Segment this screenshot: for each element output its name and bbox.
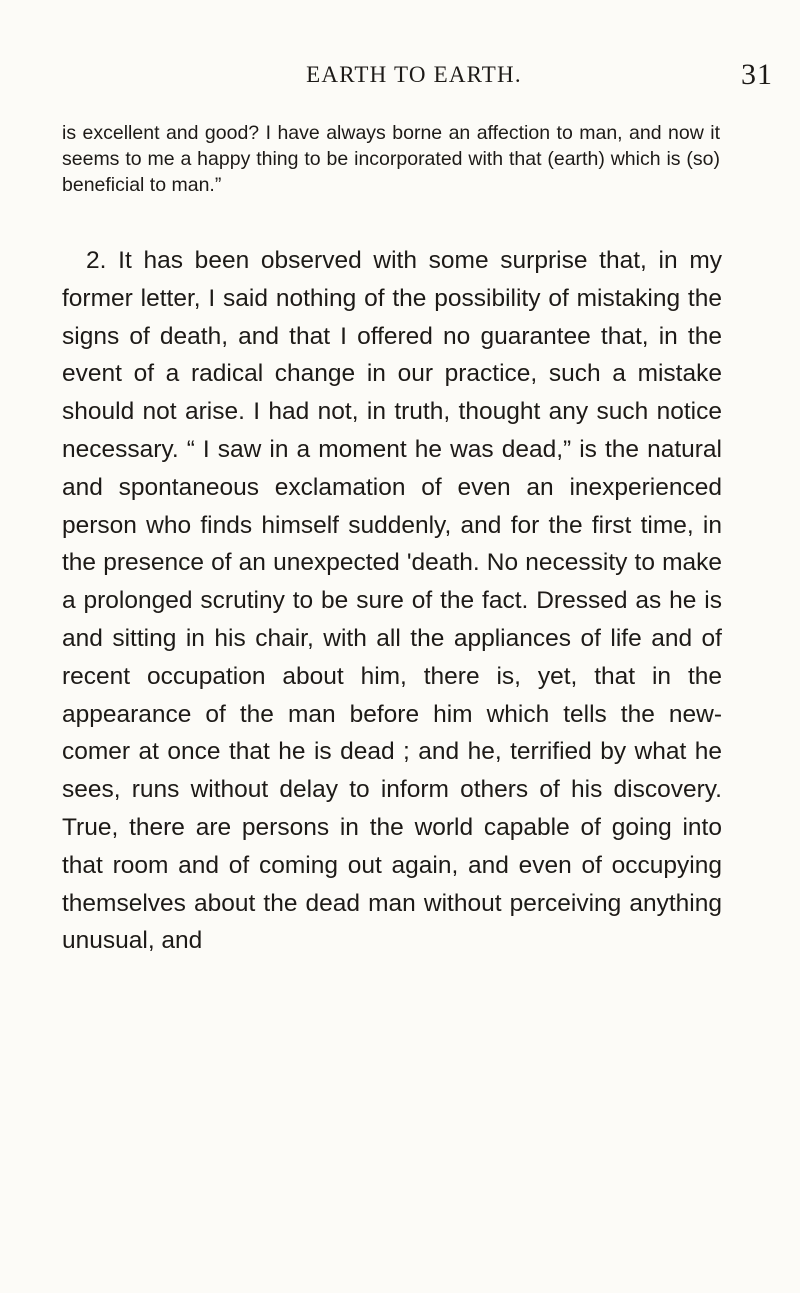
running-title: EARTH TO EARTH. (306, 62, 522, 87)
running-head (60, 58, 780, 94)
continued-quotation (62, 120, 720, 198)
page-number: 31 (741, 58, 773, 91)
paragraph-2: 2. It has been observed with some surprise that, in my former letter, I said nothing of the possibility of mistaking the signs of death, and that I offered no guarantee that, in the event of a radical change in our practice, such a mistake should not arise. I had not, in truth, thought any such notice necessary. “ I saw in a moment he was dead,” is the natural and spontaneous exclamation of even an inexperienced person who finds himself suddenly, and for the first time, in the presence of an unexpected 'death. No necessity to make a prolonged scrutiny to be sure of the fact. Dressed as he is and sitting in his chair, with all the appliances of life and of recent occupation about him, there is, yet, that in the appearance of the man before him which tells the new-comer at once that he is dead ; and he, terrified by what he sees, runs without delay to inform others of his discovery. True, there are persons in the world capable of going into that room and of coming out again, and even of occupying themselves about the dead man without perceiving anything unusual, and (62, 247, 722, 955)
quotation-text: is excellent and good? I have always borne an affection to man, and now it seems to me a happy thing to be incorporated with that (earth) which is (so) beneficial to man.” (62, 122, 720, 196)
body-text (62, 242, 722, 960)
